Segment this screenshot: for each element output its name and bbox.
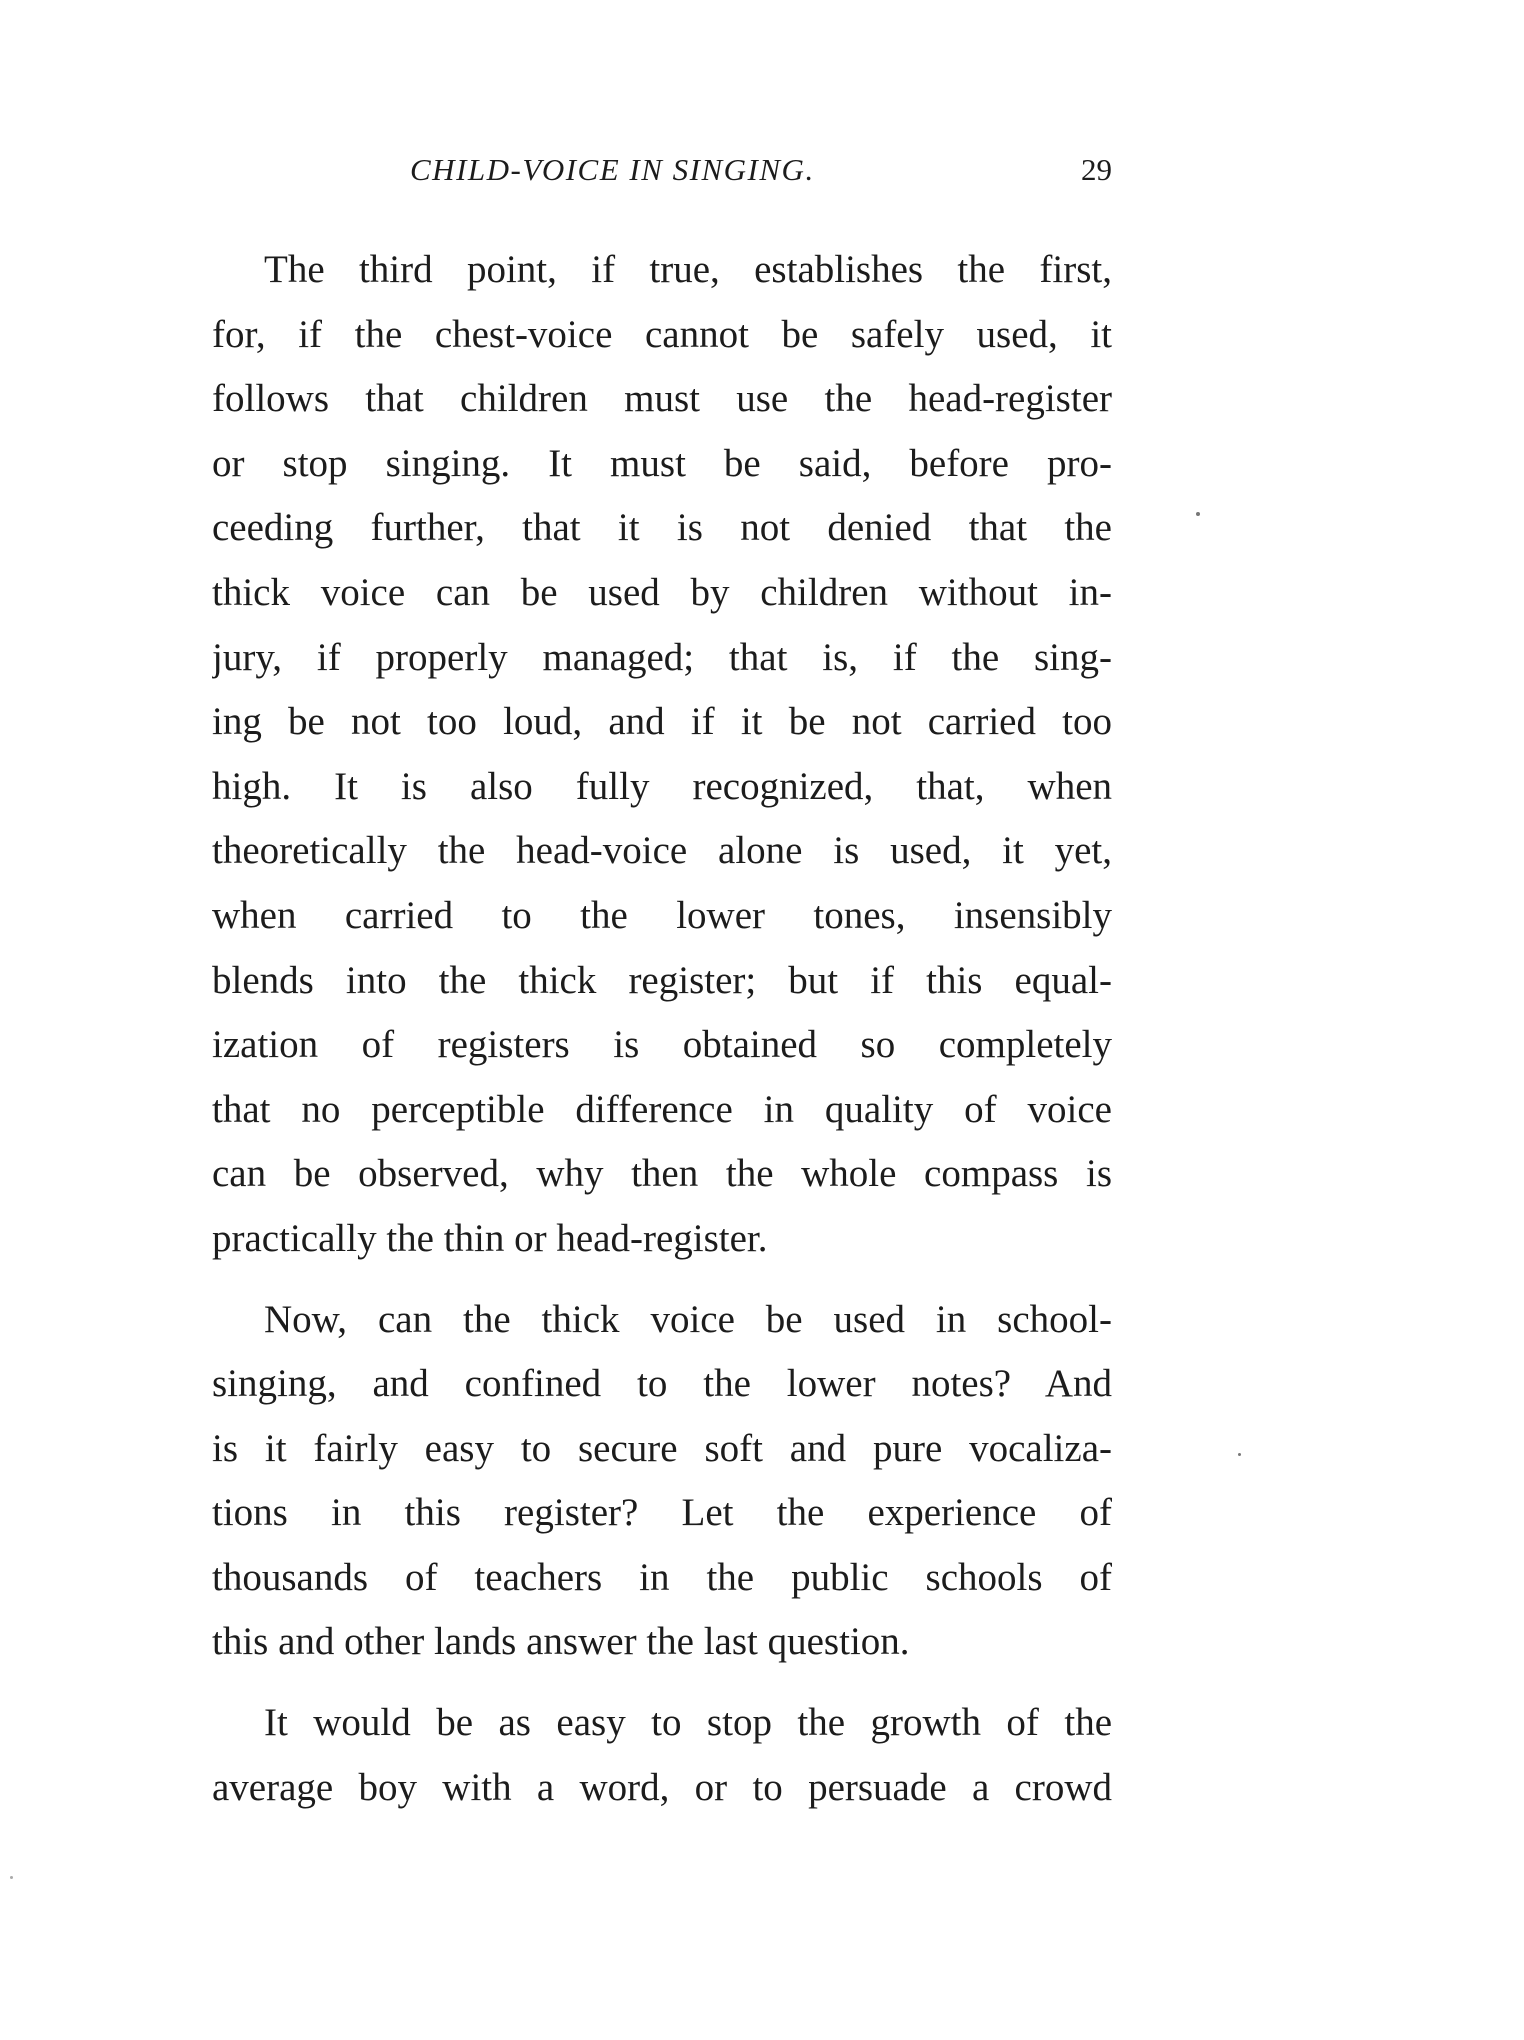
text-line: high. It is also fully recognized, that, when	[212, 764, 1112, 808]
text-line: The third point, if true, establishes the first,	[264, 248, 1112, 291]
print-speck	[1196, 512, 1200, 516]
running-title: CHILD-VOICE IN SINGING.	[410, 152, 815, 187]
paragraph-3	[212, 1691, 1112, 1820]
text-line: this and other lands answer the last question.	[212, 1620, 910, 1664]
text-line: that no perceptible difference in quality of voice	[212, 1087, 1112, 1131]
text-line: theoretically the head-voice alone is used, it yet,	[212, 829, 1112, 873]
print-speck	[10, 1876, 13, 1879]
text-line: It would be as easy to stop the growth of the	[264, 1701, 1112, 1745]
text-line: thousands of teachers in the public schools of	[212, 1555, 1112, 1599]
text-line: ization of registers is obtained so completely	[212, 1023, 1112, 1067]
text-line: is it fairly easy to secure soft and pure vocaliza-	[212, 1426, 1112, 1470]
text-line: thick voice can be used by children without in-	[212, 570, 1112, 614]
running-head	[212, 150, 1112, 200]
text-line: Now, can the thick voice be used in school-	[264, 1297, 1112, 1341]
text-line: blends into the thick register; but if this equal-	[212, 958, 1112, 1002]
text-line: practically the thin or head-register.	[212, 1216, 768, 1260]
text-line: for, if the chest-voice cannot be safely used, it	[212, 312, 1112, 356]
paragraph-2	[212, 1288, 1112, 1676]
text-line: jury, if properly managed; that is, if the sing-	[212, 635, 1112, 679]
body-text	[212, 238, 1112, 1836]
paragraph-1	[212, 238, 1112, 1272]
text-line: ceeding further, that it is not denied that the	[212, 506, 1112, 550]
page-number: 29	[1081, 152, 1112, 187]
text-line: ing be not too loud, and if it be not carried too	[212, 700, 1112, 744]
text-line: or stop singing. It must be said, before pro-	[212, 441, 1112, 485]
text-line: tions in this register? Let the experience of	[212, 1491, 1112, 1535]
print-speck	[1238, 1453, 1241, 1456]
text-line: when carried to the lower tones, insensibly	[212, 893, 1112, 937]
text-line: average boy with a word, or to persuade a crowd	[212, 1765, 1112, 1809]
text-line: singing, and confined to the lower notes? And	[212, 1362, 1112, 1406]
text-line: can be observed, why then the whole compass is	[212, 1152, 1112, 1196]
text-line: follows that children must use the head-register	[212, 377, 1112, 421]
